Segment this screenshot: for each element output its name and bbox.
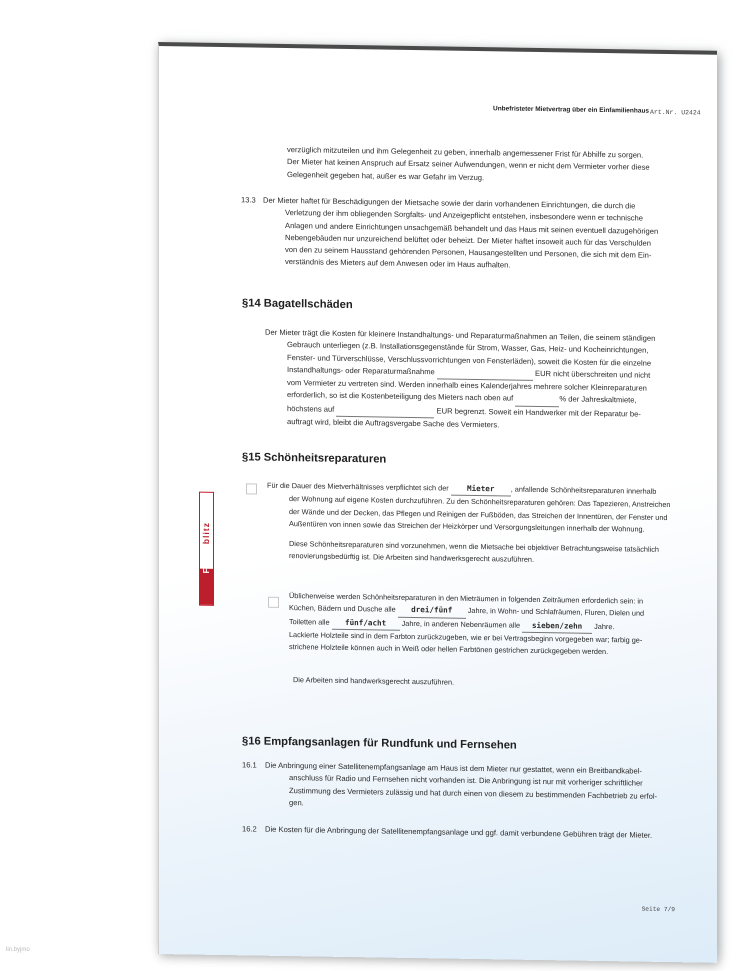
text-line: Verletzung der ihm obliegenden Sorgfalts- und Anzeigepflicht entstehen, insbesondere wenn er technische [285,208,643,223]
text-line: Der Mieter hat keinen Anspruch auf Ersatz seiner Aufwendungen, wenn er nicht dem Vermieter vorher diese [287,157,650,173]
watermark-text: lin.byjmo [6,947,30,953]
text-segment: Küchen, Bädern und Dusche alle [289,603,396,615]
text-line: Gelegenheit gegeben hat, außer es war Gefahr im Verzug. [287,169,485,182]
obligor-field[interactable]: Mieter [451,483,511,497]
text-segment: Instandhaltungs- oder Reparaturmaßnahme [287,364,435,377]
clause-number: 16.2 [242,824,257,834]
text-line: Der Mieter trägt die Kosten für kleinere Instandhaltungs- und Reparaturmaßnahmen an Teilen, die seinem ständigen [265,327,656,343]
text-segment: Jahre, in anderen Nebenräumen alle [401,618,521,630]
document-page [158,42,717,963]
text-line: verzüglich mitzuteilen und ihm Gelegenheit zu geben, innerhalb angemessener Frist für Abhilfe zu sorgen. [287,145,644,160]
text-line: von den zu seinem Hausstand gehörenden Personen, Hausangestellten und Personen, die sich mit dem Ein- [285,245,652,260]
text-line: Zustimmung des Vermieters zulässig und hat durch einen von diesem zu bestimmenden Fachbetrieb zu erfol- [289,785,658,801]
text-segment: höchstens auf [287,403,335,414]
interval-kitchen-field[interactable]: drei/fünf [398,604,466,618]
text-line: Anlagen und andere Einrichtungen unsachgemäß behandelt und das Haus mit seinen eventuell dazugehörigen [285,220,659,236]
text-segment: Jahre. [594,621,615,631]
clause-16-2: Die Kosten für die Anbringung der Satellitenempfangsanlage und ggf. damit verbundene Gebühren trägt der Mieter. [265,824,653,840]
percent-input-field[interactable] [515,393,559,407]
option-checkbox[interactable] [246,483,257,494]
text-segment: Toiletten alle [289,616,330,627]
interval-toilet-field[interactable]: fünf/acht [332,616,400,630]
option-checkbox[interactable] [268,597,279,608]
text-segment: Für die Dauer des Mietverhältnisses verpflichtet sich der [267,480,449,493]
text-line: Der Mieter haftet für Beschädigungen der Mietsache sowie der darin vorhandenen Einrichtungen, die durch die [263,195,636,211]
text-line: Fenster- und Türverschlüsse, Verschlussvorrichtungen von Fensterläden), soweit die Kosten für die einzelne [287,352,652,368]
page-number: Seite 7/9 [641,905,675,914]
clause-16-1 [265,760,695,816]
header-title: Unbefristeter Mietvertrag über ein Einfamilienhaus [493,105,650,115]
text-segment: EUR begrenzt. Soweit ein Handwerker mit der Reparatur be- [436,406,641,419]
clause-13-3 [263,195,693,276]
section-15-paragraph-1 [267,480,687,537]
text-line: vom Vermieter zu vertreten sind. Werden innerhalb eines Kalenderjahres mehrere solcher Kleinreparaturen [287,378,647,393]
text-line: Üblicherweise werden Schönheitsreparaturen in den Mieträumen in folgenden Zeiträumen erforderlich sein: in [289,591,644,606]
text-segment: % der Jahreskaltmiete, [559,394,637,406]
text-segment: EUR nicht überschreiten und nicht [535,368,651,380]
text-segment: erforderlich, so ist die Kostenbeteiligung des Mieters nach oben auf [287,390,514,404]
section-heading: §14 Bagatellschäden [242,297,353,312]
header-article-number: Art.Nr. U2424 [650,108,701,117]
text-line: der Wohnung auf eigene Kosten durchzuführen. Zu den Schönheitsreparaturen gehören: Das Tapezieren, Anstreichen [289,494,671,510]
text-line: Außentüren von innen sowie das Streichen der Heizkörper und Versorgungsleitungen innerhalb der Wohnung. [289,518,645,534]
continuation-paragraph [287,144,677,187]
text-line: Die Anbringung einer Satellitenempfangsanlage am Haus ist dem Mieter nur gestattet, wenn ein Breitbandkabel- [265,760,642,776]
text-line: der Wände und der Decken, das Pflegen und Reinigen der Fußböden, das Streichen der Innentüren, der Fenster und [289,506,668,522]
text-line: anschluss für Radio und Fernsehen nicht vorhanden ist. Die Anbringung ist nur mit vorheriger schriftlicher [289,773,643,788]
text-line: renovierungsbedürftig ist. Die Arbeiten sind handwerksgerecht auszuführen. [289,551,534,565]
section-15-paragraph-4: Die Arbeiten sind handwerksgerecht auszuführen. [293,675,455,687]
section-heading: §16 Empfangsanlagen für Rundfunk und Fernsehen [242,735,517,752]
text-line: Lackierte Holzteile sind in dem Farbton zurückzugeben, wie er bei Vertragsbeginn vorgegeben war; farbig ge- [289,629,643,645]
text-line: Diese Schönheitsreparaturen sind vorzunehmen, wenn die Mietsache bei objektiver Betrachtungsweise tatsächlich [289,539,659,554]
clause-number: 13.3 [241,195,256,205]
interval-other-field[interactable]: sieben/zehn [522,619,592,633]
text-line: Gebrauch unterliegen (z.B. Installationsgegenstände für Strom, Wasser, Gas, Heiz- und Kocheinrichtungen, [287,340,649,356]
text-line: auftragt wird, bleibt die Auftragsvergabe Sache des Vermieters. [287,417,500,430]
text-segment: , anfallende Schönheitsreparaturen innerhalb [510,484,657,496]
text-line: gen. [289,797,304,808]
text-line: verständnis des Mieters auf dem Anwesen oder im Haus aufhalten. [285,257,511,271]
clause-number: 16.1 [242,760,257,770]
text-line: strichene Holzteile können auch in Weiß oder hellen Farbtönen gestrichen zurückgegeben werden. [289,642,609,657]
section-15-paragraph-2 [289,538,689,569]
section-15-paragraph-3 [289,590,689,660]
formblitz-logo: FORMblitz [199,492,214,606]
text-line: Nebengebäuden nur unzureichend belüftet oder beheizt. Der Mieter haftet insoweit auch für das Verschulden [285,232,652,248]
section-14-body [265,327,685,435]
section-heading: §15 Schönheitsreparaturen [242,451,387,466]
text-segment: Jahre, in Wohn- und Schlafräumen, Fluren, Dielen und [467,606,645,618]
